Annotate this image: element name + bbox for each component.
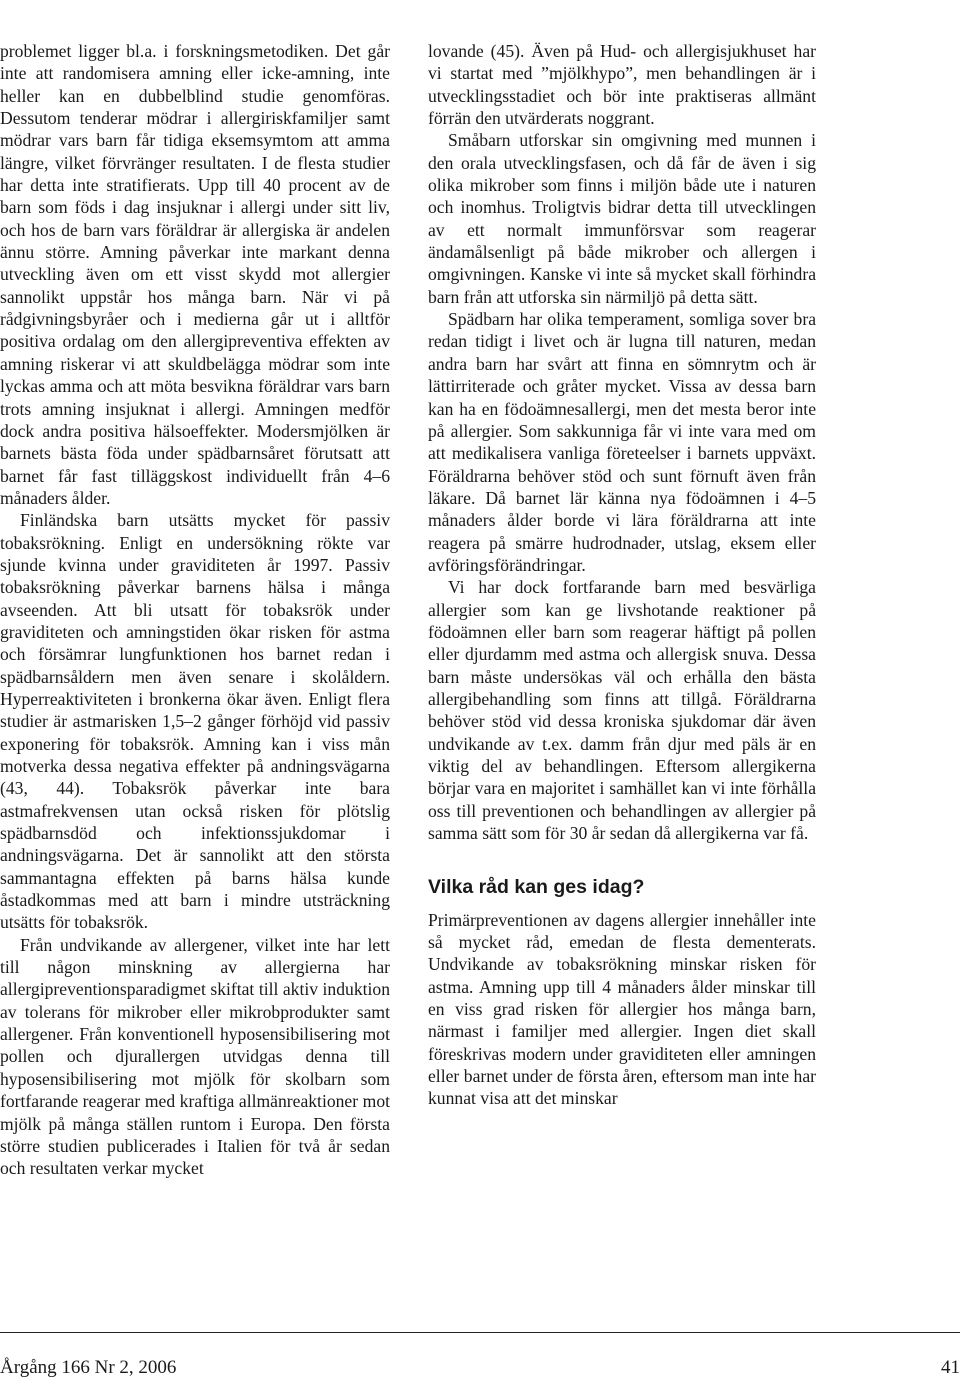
right-text-column: [428, 40, 816, 1110]
page-number: 41: [941, 1357, 960, 1378]
body-paragraph: problemet ligger bl.a. i forskningsmetodiken. Det går inte att randomisera amning eller icke-amning, inte heller kan en dubbelblind studie genomföras. Dessutom tenderar mödrar i allergiriskfamiljer samt mödrar vars barn får tidiga eksemsymtom att amma längre, vilket förvränger resultaten. I de flesta studier har detta inte stratifierats. Upp till 40 procent av de barn som föds i dag insjuknar i allergi under sitt liv, och hos de barn vars föräldrar är allergiska är andelen ännu större. Amning påverkar inte markant denna utveckling även om ett visst skydd mot allergier sannolikt uppstår hos många barn. När vi på rådgivningsbyråer och i medierna går ut i alltför positiva ordalag om den allergipreventiva effekten av amning riskerar vi att skuldbelägga mödrar som inte lyckas amma och att möta besvikna föräldrar vars barn trots amning insjuknat i allergi. Amningen medför dock andra positiva hälsoeffekter. Modersmjölken är barnets bästa föda under spädbarnsåret förutsatt att barnet får fast tilläggskost individuellt från 4–6 månaders ålder.: [0, 41, 390, 508]
body-paragraph: lovande (45). Även på Hud- och allergisjukhuset har vi startat med ”mjölkhypo”, men behandlingen är i utvecklingsstadiet och bör inte praktiseras allmänt förrän den utvärderats noggrant.: [428, 41, 816, 129]
body-paragraph: Spädbarn har olika temperament, somliga sover bra redan tidigt i livet och är lugna till naturen, medan andra barn har svårt att finna en sömnrytm och är lättirriterade och gråter mycket. Vissa av dessa barn kan ha en födoämnesallergi, men det mesta beror inte på allergier. Som sakkunniga får vi inte vara med om att medikalisera vanliga företeelser i barnets uppväxt. Föräldrarna behöver stöd och sunt förnuft även från läkare. Då barnet lär känna nya födoämnen i 4–5 månaders ålder borde vi lära föräldrarna att inte reagera på smärre hudrodnader, utslag, eksem eller avföringsförändringar.: [428, 309, 816, 575]
journal-issue: Årgång 166 Nr 2, 2006: [0, 1357, 177, 1378]
body-paragraph: Finländska barn utsätts mycket för passiv tobaksrökning. Enligt en undersökning rökte var sjunde kvinna under graviditeten år 1997. Passiv tobaksrökning påverkar barnens hälsa i många avseenden. Att bli utsatt för tobaksrök under graviditeten och amningstiden ökar risken för astma och försämrar lungfunktionen hos barnet redan i spädbarnsåldern men även senare i skolåldern. Hyperreaktiviteten i bronkerna ökar även. Enligt flera studier är astmarisken 1,5–2 gånger förhöjd vid passiv exponering för tobaksrök. Amning kan i viss mån motverka dessa negativa effekter på andningsvägarna (43, 44). Tobaksrök påverkar inte bara astmafrekvensen utan också risken för plötslig spädbarnsdöd och infektionssjukdomar i andningsvägarna. Det är sannolikt att den största sammantagna effekten på barns hälsa kunde åstadkommas med att barn i mindre utsträckning utsätts för tobaksrök.: [0, 510, 390, 933]
body-paragraph: Småbarn utforskar sin omgivning med munnen i den orala utvecklingsfasen, och då får de även i sig olika mikrober som finns i miljön både ute i naturen och inomhus. Troligtvis bidrar detta till utvecklingen av ett normalt immunförsvar som reagerar ändamålsenligt på både mikrober och allergen i omgivningen. Kanske vi inte så mycket skall förhindra barn från att utforska sin närmiljö på detta sätt.: [428, 130, 816, 307]
body-paragraph: Vi har dock fortfarande barn med besvärliga allergier som kan ge livshotande reaktioner på födoämnen eller barn som reagerar häftigt på pollen eller djurdamm med astma och allergisk snuva. Dessa barn måste undersökas väl och erhålla den bästa allergibehandling som finns att tillgå. Föräldrarna behöver stöd vid dessa kroniska sjukdomar där även undvikande av t.ex. damm från djur med päls är en viktig del av behandlingen. Eftersom allergikerna börjar vara en majoritet i samhället kan vi inte förhålla oss till preventionen och behandlingen av allergier på samma sätt som för 30 år sedan då allergikerna var få.: [428, 577, 816, 844]
body-paragraph: Från undvikande av allergener, vilket inte har lett till någon minskning av allergierna har allergipreventionsparadigmet skiftat till aktiv induktion av tolerans för mikrober eller mikrobprodukter samt allergener. Från konventionell hyposensibilisering mot pollen och djurallergen utvidgas denna till hyposensibilisering mot mjölk för skolbarn som fortfarande reagerar med kraftiga allmänreaktioner mot mjölk på många ställen runtom i Europa. Den första större studien publicerades i Italien för två år sedan och resultaten verkar mycket: [0, 934, 390, 1179]
section-heading: Vilka råd kan ges idag?: [428, 876, 645, 899]
body-paragraph: Primärpreventionen av dagens allergier innehåller inte så mycket råd, emedan de flesta dementerats. Undvikande av tobaksrökning minskar risken för astma. Amning upp till 4 månaders ålder minskar till en viss grad risken för allergier hos många barn, närmast i familjer med allergier. Ingen diet skall föreskrivas modern under graviditeten eller amningen eller barnet under de första åren, eftersom man inte har kunnat visa att det minskar: [428, 909, 816, 1109]
footer-divider: [0, 1332, 960, 1333]
left-text-column: [0, 40, 390, 1180]
